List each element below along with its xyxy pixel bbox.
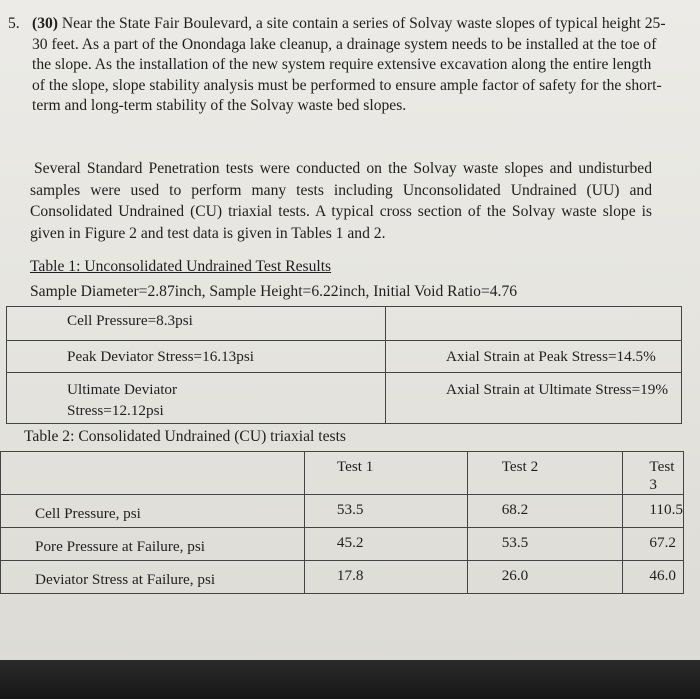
table-cell: 26.0 bbox=[467, 561, 623, 594]
table1-sample-info: Sample Diameter=2.87inch, Sample Height=6.22inch, Initial Void Ratio=4.76 bbox=[30, 283, 518, 300]
row-label: Cell Pressure, psi bbox=[1, 495, 305, 528]
row-label: Pore Pressure at Failure, psi bbox=[1, 528, 305, 561]
table2-caption: Table 2: Consolidated Undrained (CU) triaxial tests bbox=[24, 428, 346, 445]
table-header-cell bbox=[1, 452, 305, 495]
table-row bbox=[1, 528, 684, 561]
dark-surface bbox=[0, 660, 700, 699]
table2 bbox=[0, 451, 684, 594]
table-header-cell: Test 3 bbox=[623, 452, 684, 495]
problem-statement bbox=[8, 14, 668, 117]
paragraph-tests: Several Standard Penetration tests were conducted on the Solvay waste slopes and undisturbed samples were used to perform many tests including Unconsolidated Undrained (UU) and Consolidated Undrained (CU) triaxial tests. A typical cross section of the Solvay waste slope is given in Figure 2 and test data is given in Tables 1 and 2. bbox=[30, 160, 652, 242]
ultimate-deviator-line2: Stress=12.12psi bbox=[67, 402, 164, 419]
problem-number: 5. bbox=[8, 15, 20, 32]
table-cell: Axial Strain at Ultimate Stress=19% bbox=[386, 373, 682, 424]
table-cell bbox=[7, 373, 386, 424]
table-cell: Axial Strain at Peak Stress=14.5% bbox=[386, 341, 682, 373]
table-header-row bbox=[1, 452, 684, 495]
table-row bbox=[7, 373, 682, 424]
table-cell: 110.5 bbox=[623, 495, 684, 528]
ultimate-deviator-line1: Ultimate Deviator bbox=[67, 381, 178, 398]
table-cell: 53.5 bbox=[467, 528, 623, 561]
table-row bbox=[7, 341, 682, 373]
problem-points: (30) bbox=[32, 15, 58, 32]
table-row bbox=[1, 495, 684, 528]
table-header-cell: Test 2 bbox=[467, 452, 623, 495]
table-cell bbox=[386, 307, 682, 341]
table-cell: 45.2 bbox=[304, 528, 467, 561]
table-cell: 46.0 bbox=[623, 561, 684, 594]
table1-caption: Table 1: Unconsolidated Undrained Test Results bbox=[30, 258, 332, 275]
table-cell: 68.2 bbox=[467, 495, 623, 528]
row-label: Deviator Stress at Failure, psi bbox=[1, 561, 305, 594]
table1 bbox=[6, 306, 682, 424]
table-row bbox=[1, 561, 684, 594]
table-row bbox=[7, 307, 682, 341]
table-cell: 53.5 bbox=[304, 495, 467, 528]
problem-text: Near the State Fair Boulevard, a site contain a series of Solvay waste slopes of typical height 25-30 feet. As a part of the Onondaga lake cleanup, a drainage system needs to be installed at the toe of the slope. As the installation of the new system require extensive excavation along the entire length of the slope, slope stability analysis must be performed to ensure ample factor of safety for the short-term and long-term stability of the Solvay waste bed slopes. bbox=[32, 15, 666, 115]
table-cell: 67.2 bbox=[623, 528, 684, 561]
table-cell: 17.8 bbox=[304, 561, 467, 594]
table-cell: Cell Pressure=8.3psi bbox=[7, 307, 386, 341]
table-header-cell: Test 1 bbox=[304, 452, 467, 495]
table-cell: Peak Deviator Stress=16.13psi bbox=[7, 341, 386, 373]
